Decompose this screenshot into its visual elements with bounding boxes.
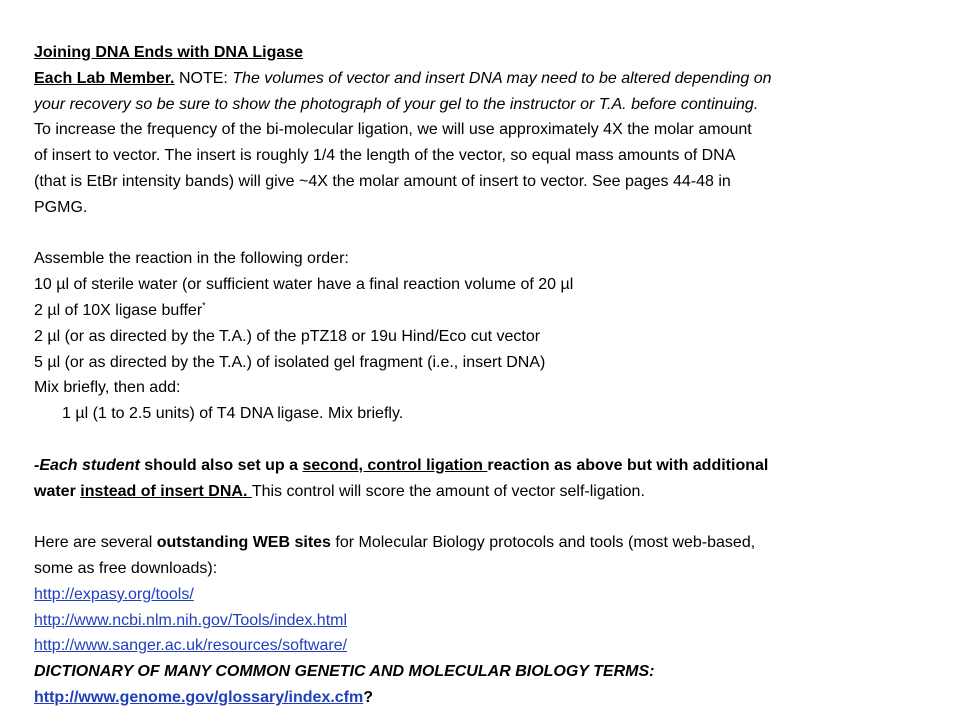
intro-paragraph-line-3: (that is EtBr intensity bands) will give ~4X the molar amount of insert to vector. See pages 44-48 in [34, 172, 731, 190]
note-text-2: your recovery so be sure to show the photograph of your gel to the instructor or T.A. before continuing. [34, 95, 759, 113]
web-line-2: some as free downloads): [34, 559, 218, 577]
web-c: for Molecular Biology protocols and tools (most web-based, [330, 534, 756, 552]
note-label: NOTE: [174, 69, 233, 87]
spacer [34, 504, 934, 530]
link-line-3 [34, 633, 934, 659]
assembly-step-2 [34, 298, 934, 324]
web-b: outstanding WEB sites [156, 534, 331, 552]
control-line-1 [34, 453, 934, 479]
glossary-line [34, 685, 934, 711]
web-a: Here are several [34, 534, 157, 552]
link-line-1 [34, 582, 934, 608]
spacer [34, 221, 934, 247]
assembly-step-3: 2 µl (or as directed by the T.A.) of the pTZ18 or 19u Hind/Eco cut vector [34, 327, 541, 345]
control-f: instead of insert DNA. [80, 482, 252, 500]
control-b: should also set up a [139, 456, 303, 474]
intro-paragraph-line-4: PGMG. [34, 198, 88, 216]
footnote-mark: * [202, 300, 206, 311]
spacer [34, 427, 934, 453]
genome-glossary-link[interactable]: http://www.genome.gov/glossary/index.cfm [34, 688, 364, 706]
ncbi-link[interactable]: http://www.ncbi.nlm.nih.gov/Tools/index.html [34, 611, 348, 629]
intro-paragraph-line-2: of insert to vector. The insert is roughly 1/4 the length of the vector, so equal mass amounts of DNA [34, 147, 736, 165]
control-d: reaction as above but with additional [487, 456, 769, 474]
document-body [34, 40, 934, 711]
control-g: This control will score the amount of vector self-ligation. [251, 482, 645, 500]
control-e: water [34, 482, 81, 500]
control-line-2 [34, 479, 934, 505]
intro-paragraph-line-1: To increase the frequency of the bi-molecular ligation, we will use approximately 4X the molar amount [34, 121, 752, 139]
page-title: Joining DNA Ends with DNA Ligase [34, 44, 304, 61]
sanger-link[interactable]: http://www.sanger.ac.uk/resources/software/ [34, 637, 348, 655]
web-line-1 [34, 530, 934, 556]
glossary-trail: ? [363, 688, 374, 706]
control-a: -Each student [34, 456, 140, 474]
note-text-1: The volumes of vector and insert DNA may need to be altered depending on [232, 69, 772, 87]
intro-line-1 [34, 66, 934, 92]
assembly-step-1: 10 µl of sterile water (or sufficient water have a final reaction volume of 20 µl [34, 276, 574, 294]
expasy-link[interactable]: http://expasy.org/tools/ [34, 585, 194, 603]
assembly-step-5: 1 µl (1 to 2.5 units) of T4 DNA ligase. Mix briefly. [62, 405, 404, 423]
dictionary-heading: DICTIONARY OF MANY COMMON GENETIC AND MOLECULAR BIOLOGY TERMS: [34, 663, 655, 681]
control-c: second, control ligation [302, 456, 488, 474]
assembly-heading: Assemble the reaction in the following order: [34, 250, 349, 268]
assembly-step-4: 5 µl (or as directed by the T.A.) of isolated gel fragment (i.e., insert DNA) [34, 353, 546, 371]
intro-lead: Each Lab Member. [34, 69, 175, 87]
assembly-mix: Mix briefly, then add: [34, 379, 181, 397]
assembly-step-2-text: 2 µl of 10X ligase buffer [34, 301, 203, 319]
link-line-2 [34, 608, 934, 634]
